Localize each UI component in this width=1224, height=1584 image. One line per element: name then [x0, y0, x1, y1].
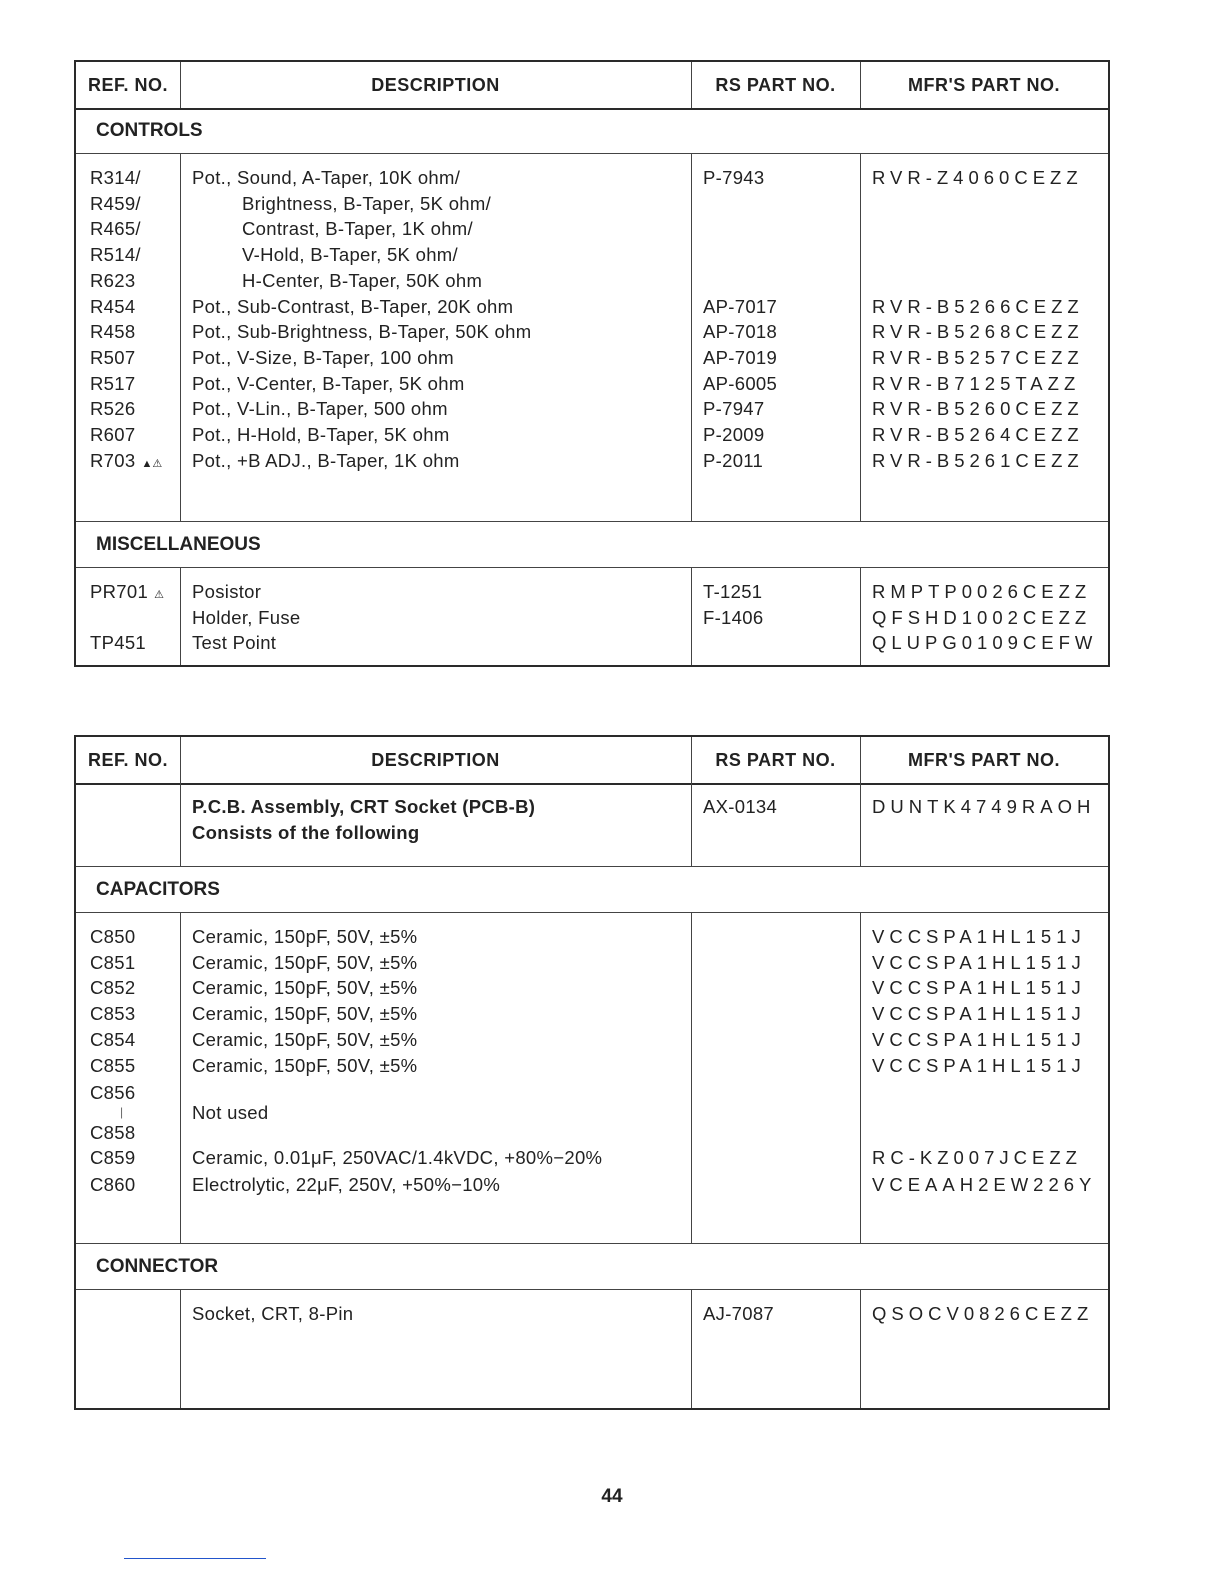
header-description: DESCRIPTION — [371, 750, 500, 770]
ref-no: R454 — [90, 295, 136, 317]
header-rs-part-no: RS PART NO. — [715, 75, 836, 95]
mfr-part-no: RVR-B5260CEZZ — [872, 398, 1084, 420]
divider — [860, 737, 861, 783]
rs-part-no: P-2009 — [703, 424, 765, 445]
divider — [691, 737, 692, 783]
part-description: Ceramic, 0.01μF, 250VAC/1.4kVDC, +80%−20% — [192, 1147, 603, 1168]
ref-no: TP451 — [90, 632, 147, 654]
divider — [860, 783, 861, 866]
part-description: Contrast, B-Taper, 1K ohm/ — [242, 218, 473, 240]
mfr-part-no: RVR-B5257CEZZ — [872, 346, 1084, 368]
mfr-part-no: VCEAAH2EW226Y — [872, 1173, 1097, 1195]
mfr-part-no: VCCSPA1HL151J — [872, 951, 1086, 973]
part-description: Brightness, B-Taper, 5K ohm/ — [242, 192, 492, 214]
ref-no: R314/ — [90, 167, 141, 188]
rs-part-no: AX-0134 — [703, 796, 778, 817]
range-start-ref: C856 — [90, 1082, 136, 1103]
rs-part-no: P-7943 — [703, 167, 765, 188]
ref-no: R465/ — [90, 218, 141, 240]
part-description: Ceramic, 150pF, 50V, ±5% — [192, 1003, 418, 1025]
divider — [691, 62, 692, 108]
part-description: Pot., V-Center, B-Taper, 5K ohm — [192, 372, 465, 394]
ref-no: C859 — [90, 1147, 136, 1168]
safety-warning-icon: ▲⚠ — [141, 457, 163, 470]
divider — [180, 783, 181, 866]
range-end-ref: C858 — [90, 1122, 136, 1143]
table-header — [76, 737, 1108, 785]
divider — [691, 913, 692, 1243]
mfr-part-no: QFSHD1002CEZZ — [872, 606, 1092, 628]
divider — [860, 62, 861, 108]
part-description: Pot., H-Hold, B-Taper, 5K ohm — [192, 424, 450, 445]
divider — [860, 913, 861, 1243]
divider — [860, 568, 861, 665]
part-description: Electrolytic, 22μF, 250V, +50%−10% — [192, 1173, 501, 1195]
ref-no: R459/ — [90, 192, 141, 214]
ref-no: R526 — [90, 398, 136, 420]
rs-part-no: T-1251 — [703, 581, 763, 602]
mfr-part-no: VCCSPA1HL151J — [872, 926, 1086, 947]
part-description: Ceramic, 150pF, 50V, ±5% — [192, 977, 418, 999]
range-separator: | — [120, 1105, 124, 1119]
rs-part-no: P-2011 — [703, 449, 764, 471]
part-description: Posistor — [192, 581, 262, 602]
assembly-subtitle: Consists of the following — [192, 822, 420, 843]
ref-no: R507 — [90, 346, 136, 368]
misc-section-body — [76, 568, 1108, 665]
ref-no: R703 ▲⚠ — [90, 449, 163, 471]
ref-no: C855 — [90, 1054, 136, 1076]
part-description: H-Center, B-Taper, 50K ohm — [242, 269, 483, 291]
assembly-row — [76, 783, 1108, 867]
rs-part-no: AP-7017 — [703, 295, 778, 317]
ref-no: R623 — [90, 269, 136, 291]
mfr-part-no: RC-KZ007JCEZZ — [872, 1147, 1082, 1168]
ref-no: R607 — [90, 424, 136, 445]
ref-no: R458 — [90, 321, 136, 343]
mfr-part-no: QLUPG0109CEFW — [872, 632, 1098, 654]
divider — [691, 1290, 692, 1408]
capacitors-section-body — [76, 913, 1108, 1244]
ref-no: PR701 ⚠ — [90, 581, 164, 602]
table-header — [76, 62, 1108, 110]
mfr-part-no: VCCSPA1HL151J — [872, 1054, 1086, 1076]
part-description: Ceramic, 150pF, 50V, ±5% — [192, 1054, 418, 1076]
rs-part-no: P-7947 — [703, 398, 765, 420]
divider — [180, 62, 181, 108]
parts-table-1 — [74, 60, 1110, 667]
divider — [691, 154, 692, 521]
section-title-connector: CONNECTOR — [76, 1244, 1108, 1290]
divider — [180, 154, 181, 521]
mfr-part-no: RMPTP0026CEZZ — [872, 581, 1092, 602]
rs-part-no: AJ-7087 — [703, 1303, 775, 1324]
section-title-capacitors: CAPACITORS — [76, 867, 1108, 913]
ref-no: C853 — [90, 1003, 136, 1025]
connector-section-body — [76, 1290, 1108, 1408]
assembly-title: P.C.B. Assembly, CRT Socket (PCB-B) — [192, 796, 536, 817]
rs-part-no: F-1406 — [703, 606, 764, 628]
part-description: Ceramic, 150pF, 50V, ±5% — [192, 1028, 418, 1050]
parts-table-2 — [74, 735, 1110, 1410]
divider — [180, 1290, 181, 1408]
mfr-part-no: RVR-B5264CEZZ — [872, 424, 1084, 445]
controls-section-body — [76, 154, 1108, 522]
mfr-part-no: VCCSPA1HL151J — [872, 977, 1086, 999]
ref-no: C852 — [90, 977, 136, 999]
ref-no: C854 — [90, 1028, 136, 1050]
rs-part-no: AP-7018 — [703, 321, 778, 343]
part-description: Pot., Sub-Contrast, B-Taper, 20K ohm — [192, 295, 514, 317]
header-ref-no: REF. NO. — [87, 750, 168, 770]
header-ref-no: REF. NO. — [87, 75, 168, 95]
section-title-controls: CONTROLS — [76, 108, 1108, 154]
divider — [860, 154, 861, 521]
page-number: 44 — [601, 1486, 623, 1507]
ref-no: C851 — [90, 951, 136, 973]
divider — [180, 913, 181, 1243]
header-description: DESCRIPTION — [371, 75, 500, 95]
ref-no: C860 — [90, 1173, 136, 1195]
part-description: Pot., +B ADJ., B-Taper, 1K ohm — [192, 449, 460, 471]
mfr-part-no: QSOCV0826CEZZ — [872, 1303, 1094, 1324]
mfr-part-no: RVR-B5268CEZZ — [872, 321, 1084, 343]
ref-no: R517 — [90, 372, 136, 394]
mfr-part-no: DUNTK4749RAOH — [872, 796, 1096, 817]
mfr-part-no: RVR-B7125TAZZ — [872, 372, 1081, 394]
safety-warning-icon: ⚠ — [154, 589, 164, 601]
divider — [180, 568, 181, 665]
part-description: Pot., V-Lin., B-Taper, 500 ohm — [192, 398, 448, 420]
part-description: Ceramic, 150pF, 50V, ±5% — [192, 926, 418, 947]
mfr-part-no: RVR-Z4060CEZZ — [872, 167, 1083, 188]
divider — [860, 1290, 861, 1408]
header-mfr-part-no: MFR'S PART NO. — [908, 75, 1060, 95]
part-description: Pot., Sub-Brightness, B-Taper, 50K ohm — [192, 321, 532, 343]
section-title-miscellaneous: MISCELLANEOUS — [76, 522, 1108, 568]
connector-description: Socket, CRT, 8-Pin — [192, 1303, 354, 1324]
part-description: Test Point — [192, 632, 277, 654]
divider — [180, 737, 181, 783]
part-description: V-Hold, B-Taper, 5K ohm/ — [242, 244, 458, 266]
part-description: Ceramic, 150pF, 50V, ±5% — [192, 951, 418, 973]
part-description: Pot., V-Size, B-Taper, 100 ohm — [192, 346, 454, 368]
divider — [691, 568, 692, 665]
range-description: Not used — [192, 1102, 269, 1123]
part-description: Pot., Sound, A-Taper, 10K ohm/ — [192, 167, 461, 188]
mfr-part-no: VCCSPA1HL151J — [872, 1003, 1086, 1025]
divider — [691, 783, 692, 866]
part-description: Holder, Fuse — [192, 606, 301, 628]
mfr-part-no: RVR-B5261CEZZ — [872, 449, 1084, 471]
rs-part-no: AP-6005 — [703, 372, 778, 394]
rs-part-no: AP-7019 — [703, 346, 778, 368]
header-rs-part-no: RS PART NO. — [715, 750, 836, 770]
ref-no: C850 — [90, 926, 136, 947]
decorative-line — [124, 1558, 266, 1559]
mfr-part-no: RVR-B5266CEZZ — [872, 295, 1084, 317]
ref-no: R514/ — [90, 244, 141, 266]
header-mfr-part-no: MFR'S PART NO. — [908, 750, 1060, 770]
mfr-part-no: VCCSPA1HL151J — [872, 1028, 1086, 1050]
